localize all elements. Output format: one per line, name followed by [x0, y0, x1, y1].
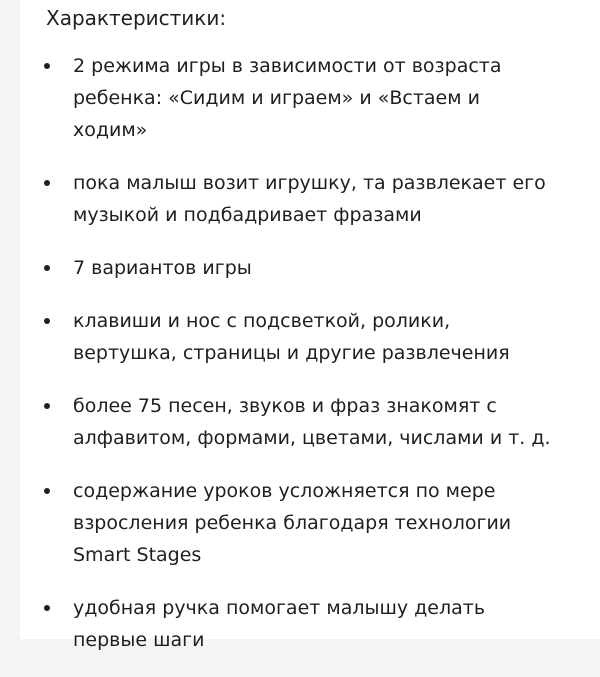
- feature-line: алфавитом, формами, цветами, числами и т. д.: [73, 427, 551, 449]
- feature-line: вертушка, страницы и другие развлечения: [73, 342, 510, 364]
- features-heading: Характеристики:: [46, 6, 227, 30]
- bullet-icon: [44, 488, 50, 494]
- feature-line: 7 вариантов игры: [73, 257, 252, 279]
- bullet-icon: [44, 605, 50, 611]
- feature-item: [20, 167, 600, 231]
- feature-line: содержание уроков усложняется по мере: [73, 480, 496, 502]
- feature-line: взросления ребенка благодаря технологии: [73, 512, 512, 534]
- feature-line: более 75 песен, звуков и фраз знакомят с: [73, 395, 497, 417]
- bullet-icon: [44, 63, 50, 69]
- feature-line: первые шаги: [73, 629, 205, 651]
- feature-line: 2 режима игры в зависимости от возраста: [73, 55, 502, 77]
- feature-line: удобная ручка помогает малышу делать: [73, 597, 486, 619]
- feature-line: пока малыш возит игрушку, та развлекает его: [73, 172, 546, 194]
- feature-line: Smart Stages: [73, 544, 202, 566]
- feature-item: [20, 305, 600, 369]
- feature-line: музыкой и подбадривает фразами: [73, 204, 422, 226]
- feature-item: [20, 390, 600, 454]
- feature-line: ребенка: «Сидим и играем» и «Встаем и: [73, 87, 480, 109]
- bullet-icon: [44, 318, 50, 324]
- feature-line: ходим»: [73, 119, 148, 141]
- bullet-icon: [44, 180, 50, 186]
- bullet-icon: [44, 403, 50, 409]
- page-edge: [0, 0, 20, 639]
- feature-line: клавиши и нос с подсветкой, ролики,: [73, 310, 451, 332]
- feature-item: [20, 50, 600, 146]
- feature-item: [20, 592, 600, 656]
- description-content: [20, 0, 600, 651]
- bullet-icon: [44, 265, 50, 271]
- features-list: [20, 50, 600, 677]
- feature-item: [20, 475, 600, 571]
- feature-item: [20, 252, 600, 284]
